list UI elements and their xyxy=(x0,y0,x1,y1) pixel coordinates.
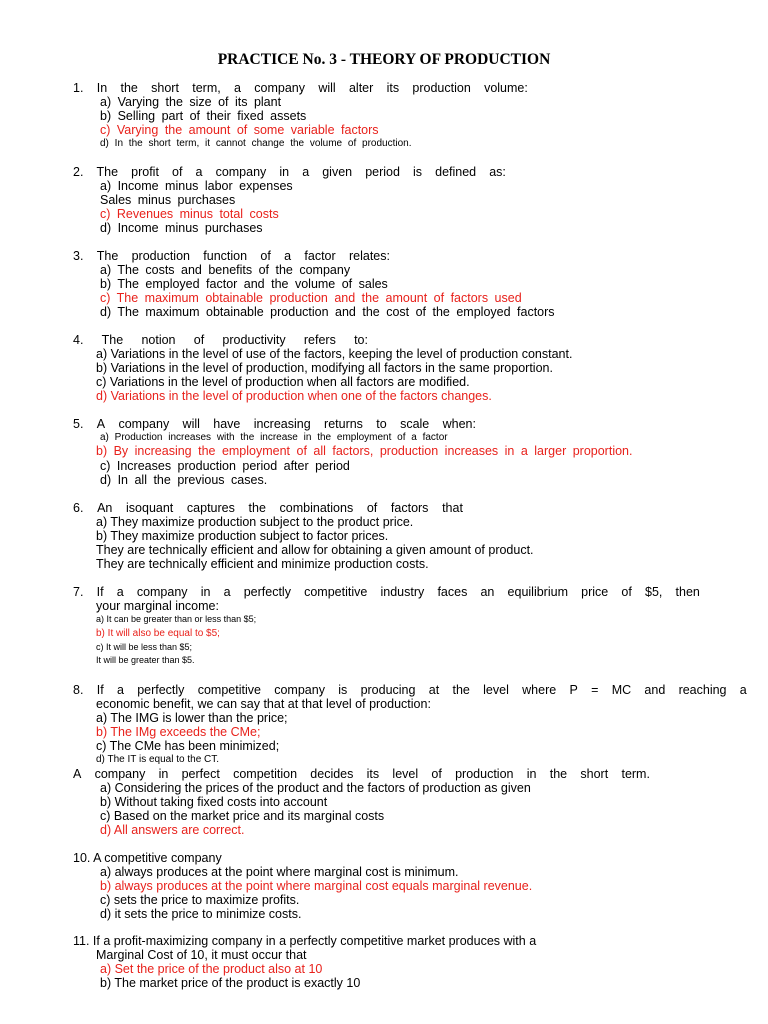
option-b-correct[interactable]: b) It will also be equal to $5; xyxy=(96,627,220,639)
option-a[interactable]: a) Variations in the level of use of the factors, keeping the level of production constant. xyxy=(96,347,573,361)
stem-word: 2. xyxy=(73,165,84,179)
stem-word: The xyxy=(96,165,119,179)
option-b[interactable]: b) The employed factor and the volume of sales xyxy=(100,277,388,291)
stem-word: in xyxy=(200,585,211,599)
stem-word: increasing xyxy=(253,417,311,431)
stem-word: a xyxy=(284,249,292,263)
option-d-correct[interactable]: d) All answers are correct. xyxy=(100,823,245,837)
stem-word: perfect xyxy=(181,767,220,781)
stem-word: given xyxy=(322,165,353,179)
question-3 xyxy=(73,249,753,319)
option-c[interactable]: c) Increases production period after period xyxy=(100,459,350,473)
stem-word: to: xyxy=(354,333,368,347)
option-a[interactable]: a) It can be greater than or less than $5; xyxy=(96,614,257,624)
option-b-correct[interactable]: b) The IMg exceeds the CMe; xyxy=(96,725,261,739)
stem-word: of xyxy=(260,249,271,263)
page-title: PRACTICE No. 3 - THEORY OF PRODUCTION xyxy=(217,51,551,68)
stem-word: If xyxy=(96,683,104,697)
stem-word: producing xyxy=(360,683,416,697)
stem-word: to xyxy=(376,417,387,431)
option-a[interactable]: a) always produces at the point where marginal cost is minimum. xyxy=(100,865,459,879)
stem-word: production xyxy=(412,81,471,95)
stem-word: short xyxy=(151,81,179,95)
stem-word: in xyxy=(526,767,537,781)
stem-word: a xyxy=(302,165,310,179)
stem-word: of xyxy=(431,767,442,781)
option-a[interactable]: a) The IMG is lower than the price; xyxy=(96,711,288,725)
stem-word: 3. xyxy=(73,249,84,263)
option-b[interactable]: b) Variations in the level of production, modifying all factors in the same proportion. xyxy=(96,361,553,375)
question-stem xyxy=(73,585,700,599)
question-stem: 11. If a profit-maximizing company in a perfectly competitive market produces with a xyxy=(73,934,537,948)
stem-word: a xyxy=(739,683,747,697)
stem-word: period xyxy=(365,165,400,179)
option-b[interactable]: b) Selling part of their fixed assets xyxy=(100,109,307,123)
stem-word: MC xyxy=(611,683,632,697)
stem-word: have xyxy=(213,417,241,431)
question-9 xyxy=(73,767,753,837)
stem-word: a xyxy=(234,81,241,95)
stem-word: notion xyxy=(141,333,176,347)
stem-word: equilibrium xyxy=(507,585,568,599)
stem-word: perfectly xyxy=(243,585,291,599)
stem-word: competitive xyxy=(197,683,261,697)
stem-word: returns xyxy=(324,417,363,431)
option-a[interactable]: a) Considering the prices of the product and the factors of production as given xyxy=(100,781,531,795)
stem-word: and xyxy=(644,683,666,697)
question-stem xyxy=(73,417,476,431)
stem-word: alter xyxy=(348,81,374,95)
stem-word: factors xyxy=(390,501,429,515)
stem-word: 8. xyxy=(73,683,84,697)
stem-word: as: xyxy=(489,165,506,179)
stem-word: in xyxy=(158,767,169,781)
question-2 xyxy=(73,165,753,235)
stem-word: defined xyxy=(435,165,477,179)
question-stem xyxy=(73,767,650,781)
stem-word: its xyxy=(366,767,380,781)
stem-word: 6. xyxy=(73,501,84,515)
option-c-correct[interactable]: c) Varying the amount of some variable factors xyxy=(100,123,379,137)
option-b[interactable]: b) The market price of the product is exactly 10 xyxy=(100,976,361,990)
stem-word: 5. xyxy=(73,417,84,431)
stem-word: combinations xyxy=(279,501,354,515)
option-b[interactable]: Sales minus purchases xyxy=(100,193,236,207)
stem-word: captures xyxy=(186,501,235,515)
stem-word: profit xyxy=(131,165,159,179)
stem-word: price xyxy=(581,585,609,599)
stem-word: term. xyxy=(621,767,650,781)
option-c[interactable]: c) sets the price to maximize profits. xyxy=(100,893,300,907)
stem-word: If xyxy=(96,585,104,599)
stem-word: function xyxy=(203,249,248,263)
stem-word: is xyxy=(338,683,348,697)
stem-word: refers xyxy=(303,333,336,347)
stem-word: level xyxy=(392,767,419,781)
question-stem xyxy=(73,683,747,697)
question-11 xyxy=(73,934,753,990)
question-stem xyxy=(73,333,368,347)
option-a[interactable]: a) Income minus labor expenses xyxy=(100,179,293,193)
option-d[interactable]: d) The maximum obtainable production and the cost of the employed factors xyxy=(100,305,555,319)
stem-word: $5, xyxy=(645,585,663,599)
stem-word: productivity xyxy=(222,333,286,347)
option-a-correct[interactable]: a) Set the price of the product also at 10 xyxy=(100,962,323,976)
stem-word: The xyxy=(101,333,124,347)
stem-word: decides xyxy=(310,767,354,781)
stem-word: production xyxy=(455,767,514,781)
stem-word: when: xyxy=(442,417,476,431)
question-stem-continued: Marginal Cost of 10, it must occur that xyxy=(96,948,307,962)
stem-word: short xyxy=(580,767,609,781)
stem-word: of xyxy=(193,333,205,347)
question-10 xyxy=(73,851,753,921)
stem-word: the xyxy=(452,683,470,697)
stem-word: production xyxy=(131,249,190,263)
stem-word: is xyxy=(413,165,423,179)
stem-word: factor xyxy=(304,249,336,263)
stem-word: = xyxy=(591,683,599,697)
stem-word: of xyxy=(621,585,632,599)
question-7 xyxy=(73,585,753,668)
question-stem xyxy=(73,81,528,95)
stem-word: its xyxy=(386,81,400,95)
question-stem: 10. A competitive company xyxy=(73,851,222,865)
stem-word: industry xyxy=(380,585,425,599)
option-d[interactable]: d) it sets the price to minimize costs. xyxy=(100,907,302,921)
stem-word: 1. xyxy=(73,81,84,95)
option-c[interactable]: c) Variations in the level of production when all factors are modified. xyxy=(96,375,470,389)
question-stem xyxy=(73,501,463,515)
stem-word: the xyxy=(120,81,138,95)
question-6 xyxy=(73,501,753,571)
option-a[interactable]: a) Varying the size of its plant xyxy=(100,95,282,109)
option-d[interactable]: d) In the short term, it cannot change the volume of production. xyxy=(100,138,412,149)
option-b[interactable]: b) They maximize production subject to factor prices. xyxy=(96,529,389,543)
question-stem-continued: your marginal income: xyxy=(96,599,219,613)
stem-word: level xyxy=(483,683,509,697)
question-stem xyxy=(73,249,390,263)
option-c[interactable]: c) The CMe has been minimized; xyxy=(96,739,280,753)
stem-word: company xyxy=(94,767,146,781)
stem-word: company xyxy=(274,683,325,697)
question-8 xyxy=(73,683,753,767)
stem-word: of xyxy=(172,165,183,179)
stem-word: an xyxy=(480,585,495,599)
stem-word: that xyxy=(442,501,463,515)
stem-word: In xyxy=(96,81,108,95)
option-c[interactable]: c) It will be less than $5; xyxy=(96,641,193,652)
stem-word: a xyxy=(116,585,124,599)
stem-word: relates: xyxy=(348,249,390,263)
stem-word: faces xyxy=(437,585,468,599)
stem-word: company xyxy=(215,165,267,179)
stem-word: a xyxy=(195,165,203,179)
question-4 xyxy=(73,333,753,403)
stem-word: P xyxy=(569,683,578,697)
stem-word: will xyxy=(318,81,336,95)
question-stem xyxy=(73,165,506,179)
stem-word: company xyxy=(136,585,188,599)
stem-word: competitive xyxy=(304,585,368,599)
stem-word: 4. xyxy=(73,333,84,347)
stem-word: company xyxy=(118,417,170,431)
question-1 xyxy=(73,81,753,151)
option-c[interactable]: c) Based on the market price and its marginal costs xyxy=(100,809,385,823)
stem-word: isoquant xyxy=(126,501,174,515)
stem-word: perfectly xyxy=(137,683,185,697)
stem-word: 7. xyxy=(73,585,84,599)
stem-word: reaching xyxy=(678,683,727,697)
stem-word: a xyxy=(116,683,124,697)
option-a[interactable]: a) Production increases with the increase in the employment of a factor xyxy=(100,432,448,443)
option-b-correct[interactable]: b) By increasing the employment of all factors, production increases in a larger proportion. xyxy=(96,444,633,458)
stem-word: competition xyxy=(233,767,298,781)
option-a[interactable]: a) They maximize production subject to the product price. xyxy=(96,515,414,529)
question-stem-continued: economic benefit, we can say that at that level of production: xyxy=(96,697,431,711)
stem-word: A xyxy=(96,417,106,431)
option-c-correct[interactable]: c) Revenues minus total costs xyxy=(100,207,279,221)
stem-word: term, xyxy=(192,81,221,95)
stem-word: company xyxy=(254,81,306,95)
option-c[interactable]: They are technically efficient and allow for obtaining a given amount of product. xyxy=(96,543,534,557)
option-d[interactable]: d) The IT is equal to the CT. xyxy=(96,754,220,765)
stem-word: the xyxy=(549,767,568,781)
question-5 xyxy=(73,417,753,487)
stem-word: the xyxy=(248,501,266,515)
option-d-correct[interactable]: d) Variations in the level of production when one of the factors changes. xyxy=(96,389,492,403)
option-b-correct[interactable]: b) always produces at the point where marginal cost equals marginal revenue. xyxy=(100,879,533,893)
stem-word: volume: xyxy=(484,81,528,95)
option-b[interactable]: b) Without taking fixed costs into account xyxy=(100,795,328,809)
option-c-correct[interactable]: c) The maximum obtainable production and the amount of factors used xyxy=(100,291,522,305)
option-d[interactable]: It will be greater than $5. xyxy=(96,655,195,665)
option-a[interactable]: a) The costs and benefits of the company xyxy=(100,263,351,277)
stem-word: of xyxy=(366,501,378,515)
stem-word: where xyxy=(522,683,557,697)
stem-word: at xyxy=(428,683,440,697)
option-d[interactable]: d) Income minus purchases xyxy=(100,221,263,235)
stem-word: will xyxy=(182,417,200,431)
stem-word: The xyxy=(96,249,119,263)
option-d[interactable]: d) In all the previous cases. xyxy=(100,473,268,487)
stem-word: a xyxy=(223,585,231,599)
stem-word: then xyxy=(675,585,700,599)
option-d[interactable]: They are technically efficient and minimize production costs. xyxy=(96,557,429,571)
stem-word: A xyxy=(73,767,82,781)
stem-word: in xyxy=(279,165,290,179)
stem-word: An xyxy=(97,501,113,515)
stem-word: scale xyxy=(400,417,430,431)
